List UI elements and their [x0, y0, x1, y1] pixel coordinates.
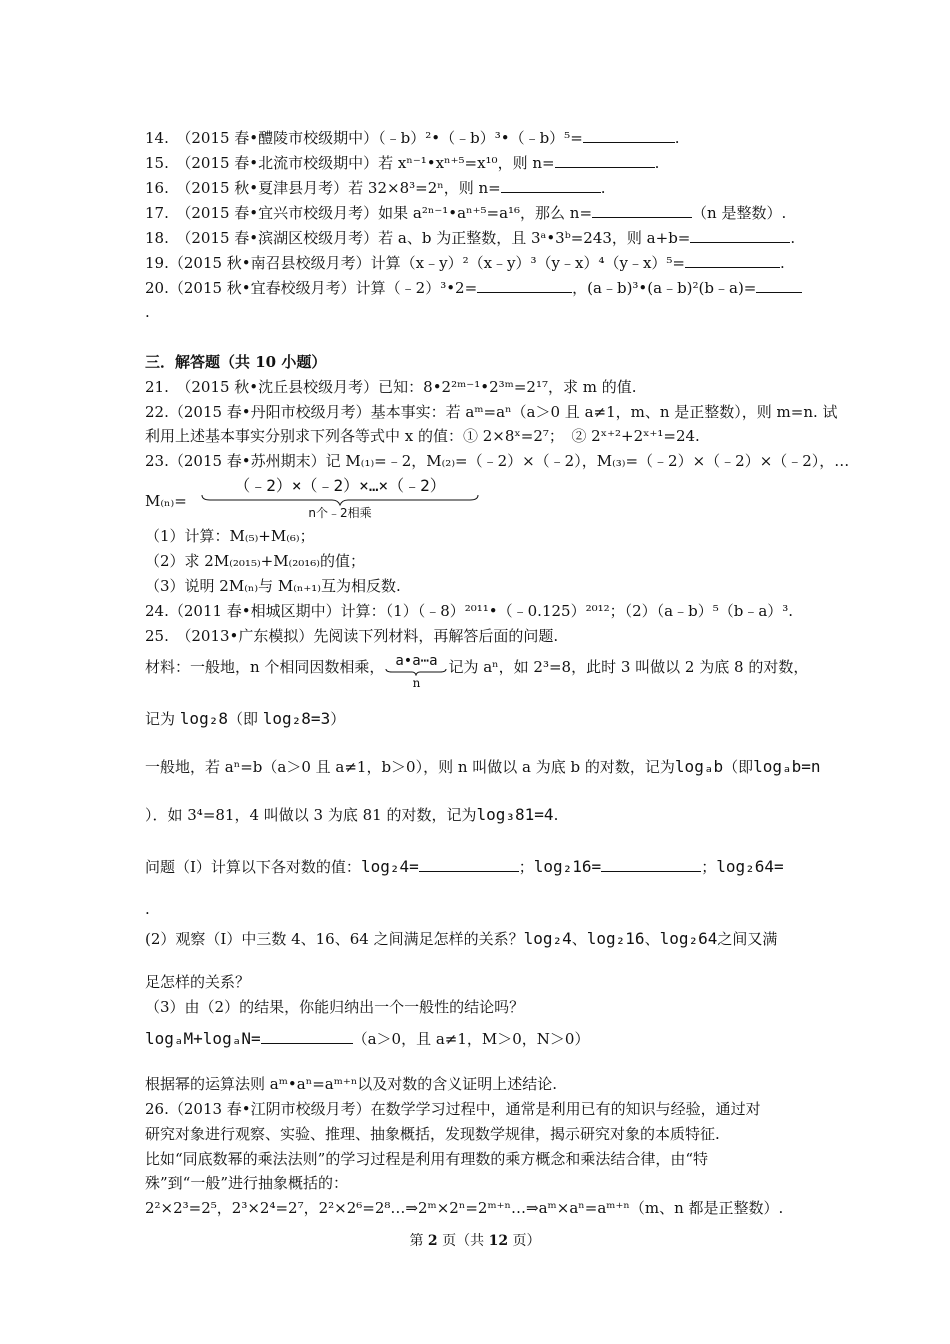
problem-17-tail: （n 是整数）.	[692, 204, 787, 222]
problem-26-line-5: 2²×2³=2⁵，2³×2⁴=2⁷，2²×2⁶=2⁸…⇒2ᵐ×2ⁿ=2ᵐ⁺ⁿ…⇒aᵐ×aⁿ=aᵐ⁺ⁿ（m、n 都是正整数）.	[145, 1199, 784, 1217]
problem-16	[145, 177, 606, 199]
separator: ；	[518, 858, 534, 876]
problem-16-tail: .	[600, 179, 606, 197]
separator: ；	[701, 858, 717, 876]
material-text-a: 材料：一般地，n 个相同因数相乘，	[145, 658, 385, 676]
problem-23-q1: （1）计算：M₍₅₎+M₍₆₎；	[145, 527, 315, 545]
answer-blank	[601, 857, 701, 872]
separator: 、	[571, 930, 587, 948]
problem-17	[145, 202, 786, 224]
question-1-line	[145, 856, 784, 878]
problem-18	[145, 227, 795, 249]
answer-blank	[592, 203, 692, 218]
question-3-formula	[145, 1028, 589, 1050]
question-2-line	[145, 928, 777, 950]
record-line	[145, 708, 345, 730]
log-sum-expression: logₐM+logₐN=	[145, 1029, 261, 1048]
log-expression: logₐb=n	[753, 757, 821, 776]
question-2-tail: 之间又满	[717, 930, 778, 948]
example-dot: .	[553, 806, 559, 824]
problem-24: 24.（2011 春•相城区期中）计算：（1）（﹣8）²⁰¹¹•（﹣0.125）²⁰¹²；（2）（a﹣b）⁵（b﹣a）³.	[145, 602, 794, 620]
footer-text: 页（共	[442, 1233, 485, 1249]
problem-16-text: 16. （2015 秋•夏津县月考）若 32×8³=2ⁿ，则 n=	[145, 179, 501, 197]
question-2-text: (2）观察（Ⅰ）中三数 4、16、64 之间满足怎样的关系？	[145, 930, 524, 948]
log-expression: logₐb	[674, 757, 724, 776]
record-text-a: 记为	[145, 710, 176, 728]
problem-19-tail: .	[780, 254, 785, 272]
section-heading: 三．解答题（共 10 小题）	[145, 353, 327, 371]
log-expression: log₂8	[179, 709, 228, 728]
page-footer	[0, 1230, 950, 1250]
problem-18-text: 18. （2015 春•滨湖区校级月考）若 a、b 为正整数，且 3ᵃ•3ᵇ=243，则 a+b=	[145, 229, 691, 247]
answer-blank	[583, 128, 675, 143]
problem-15-tail: .	[654, 154, 660, 172]
underbrace-label: n个﹣2相乘	[308, 506, 372, 520]
problem-26-line-4: 殊”到“一般”进行抽象概括的：	[145, 1174, 349, 1192]
answer-blank	[419, 857, 519, 872]
m-n-label: M₍ₙ₎=	[145, 492, 187, 510]
log-expression: log₂16=	[533, 857, 602, 876]
question-3-line: （3）由（2）的结果，你能归纳出一个一般性的结论吗？	[145, 998, 525, 1016]
footer-text: 页）	[512, 1233, 541, 1249]
problem-23-q2: （2）求 2M₍₂₀₁₅₎+M₍₂₀₁₆₎的值；	[145, 552, 365, 570]
problem-22-line-2: 利用上述基本事实分别求下列各等式中 x 的值：① 2×8ˣ=2⁷； ② 2ˣ⁺²+2ˣ⁺¹=24.	[145, 427, 700, 445]
general-def-line	[145, 756, 821, 778]
general-def-text-b: （即	[723, 758, 754, 776]
problem-26-line-3: 比如“同底数幂的乘法法则”的学习过程是利用有理数的乘方概念和乘法结合律，由“特	[145, 1150, 709, 1168]
problem-18-tail: .	[790, 229, 796, 247]
record-text-b: （即	[227, 710, 258, 728]
answer-blank	[261, 1029, 353, 1044]
problem-26-line-2: 研究对象进行观察、实验、推理、抽象概括，发现数学规律，揭示研究对象的本质特征.	[145, 1125, 720, 1143]
problem-25-head: 25. （2013•广东模拟）先阅读下列材料，再解答后面的问题.	[145, 627, 559, 645]
page-number: 2	[427, 1233, 438, 1249]
question-2-line-2: 足怎样的关系？	[145, 973, 251, 991]
question-1-dot: .	[145, 900, 150, 918]
answer-blank	[501, 178, 601, 193]
question-1-text: 问题（Ⅰ）计算以下各对数的值：	[145, 858, 361, 876]
problem-14-tail: .	[674, 129, 680, 147]
material-text-b: 记为 aⁿ，如 2³=8，此时 3 叫做以 2 为底 8 的对数，	[448, 658, 809, 676]
example-text: ）．如 3⁴=81，4 叫做以 3 为底 81 的对数，记为	[145, 806, 477, 824]
answer-blank	[555, 153, 655, 168]
material-line	[145, 653, 809, 690]
problem-20	[145, 277, 802, 299]
problem-14-text: 14. （2015 春•醴陵市校级期中）（﹣b）²•（﹣b）³•（﹣b）⁵=	[145, 129, 583, 147]
log-expression: log₂64	[659, 929, 718, 948]
proof-instruction: 根据幂的运算法则 aᵐ•aⁿ=aᵐ⁺ⁿ以及对数的含义证明上述结论.	[145, 1075, 558, 1093]
product-underbrace	[200, 473, 480, 521]
problem-22-line-1: 22.（2015 春•丹阳市校级月考）基本事实：若 aᵐ=aⁿ（a＞0 且 a≠1，m、n 是正整数），则 m=n. 试	[145, 403, 838, 421]
small-brace-top: a•a⋯a	[395, 653, 438, 669]
problem-14	[145, 127, 680, 149]
problem-19	[145, 252, 785, 274]
record-text-c: ）	[330, 710, 346, 728]
answer-blank	[756, 278, 802, 293]
log-expression: log₂8=3	[262, 709, 331, 728]
problem-15	[145, 152, 659, 174]
problem-23-q3: （3）说明 2M₍ₙ₎与 M₍ₙ₊₁₎互为相反数.	[145, 577, 401, 595]
separator: 、	[644, 930, 660, 948]
log-expression: log₂16	[586, 929, 645, 948]
product-expression: （﹣2）×（﹣2）×…×（﹣2）	[234, 476, 446, 495]
footer-text: 第	[409, 1233, 424, 1249]
log-expression: log₃81=4	[476, 805, 554, 824]
problem-15-text: 15. （2015 春•北流市校级期中）若 xⁿ⁻¹•xⁿ⁺⁵=x¹⁰，则 n=	[145, 154, 555, 172]
problem-21: 21. （2015 秋•沈丘县校级月考）已知：8•2²ᵐ⁻¹•2³ᵐ=2¹⁷，求 m 的值.	[145, 378, 637, 396]
problem-19-text: 19.（2015 秋•南召县校级月考）计算（x﹣y）²（x﹣y）³（y﹣x）⁴（y﹣x）⁵=	[145, 254, 686, 272]
total-pages: 12	[488, 1233, 509, 1249]
log-expression: log₂4=	[360, 857, 419, 876]
answer-blank	[685, 253, 780, 268]
answer-blank	[690, 228, 790, 243]
log-expression: log₂4	[523, 929, 572, 948]
condition-text: （a＞0，且 a≠1，M＞0，N＞0）	[352, 1030, 590, 1048]
log-expression: log₂64=	[716, 857, 784, 876]
general-def-text-a: 一般地，若 aⁿ=b（a＞0 且 a≠1，b＞0），则 n 叫做以 a 为底 b 的对数，记为	[145, 758, 675, 776]
problem-20-part-b: ，(a﹣b)³•(a﹣b)²(b﹣a)=	[572, 279, 757, 297]
small-brace-n: n	[412, 676, 421, 690]
problem-17-text: 17. （2015 春•宜兴市校级月考）如果 a²ⁿ⁻¹•aⁿ⁺⁵=a¹⁶，那么 n=	[145, 204, 593, 222]
small-brace	[384, 653, 448, 690]
problem-20-part-a: 20.（2015 秋•宜春校级月考）计算（﹣2）³•2=	[145, 279, 478, 297]
example-line	[145, 804, 558, 826]
problem-26-line-1: 26.（2013 春•江阴市校级月考）在数学学习过程中，通常是利用已有的知识与经验，通过对	[145, 1100, 761, 1118]
answer-blank	[477, 278, 572, 293]
problem-20-dot: .	[145, 303, 150, 321]
problem-23-line-1: 23.（2015 春•苏州期末）记 M₍₁₎=﹣2，M₍₂₎=（﹣2）×（﹣2），M₍₃₎=（﹣2）×（﹣2）×（﹣2），…	[145, 452, 850, 470]
